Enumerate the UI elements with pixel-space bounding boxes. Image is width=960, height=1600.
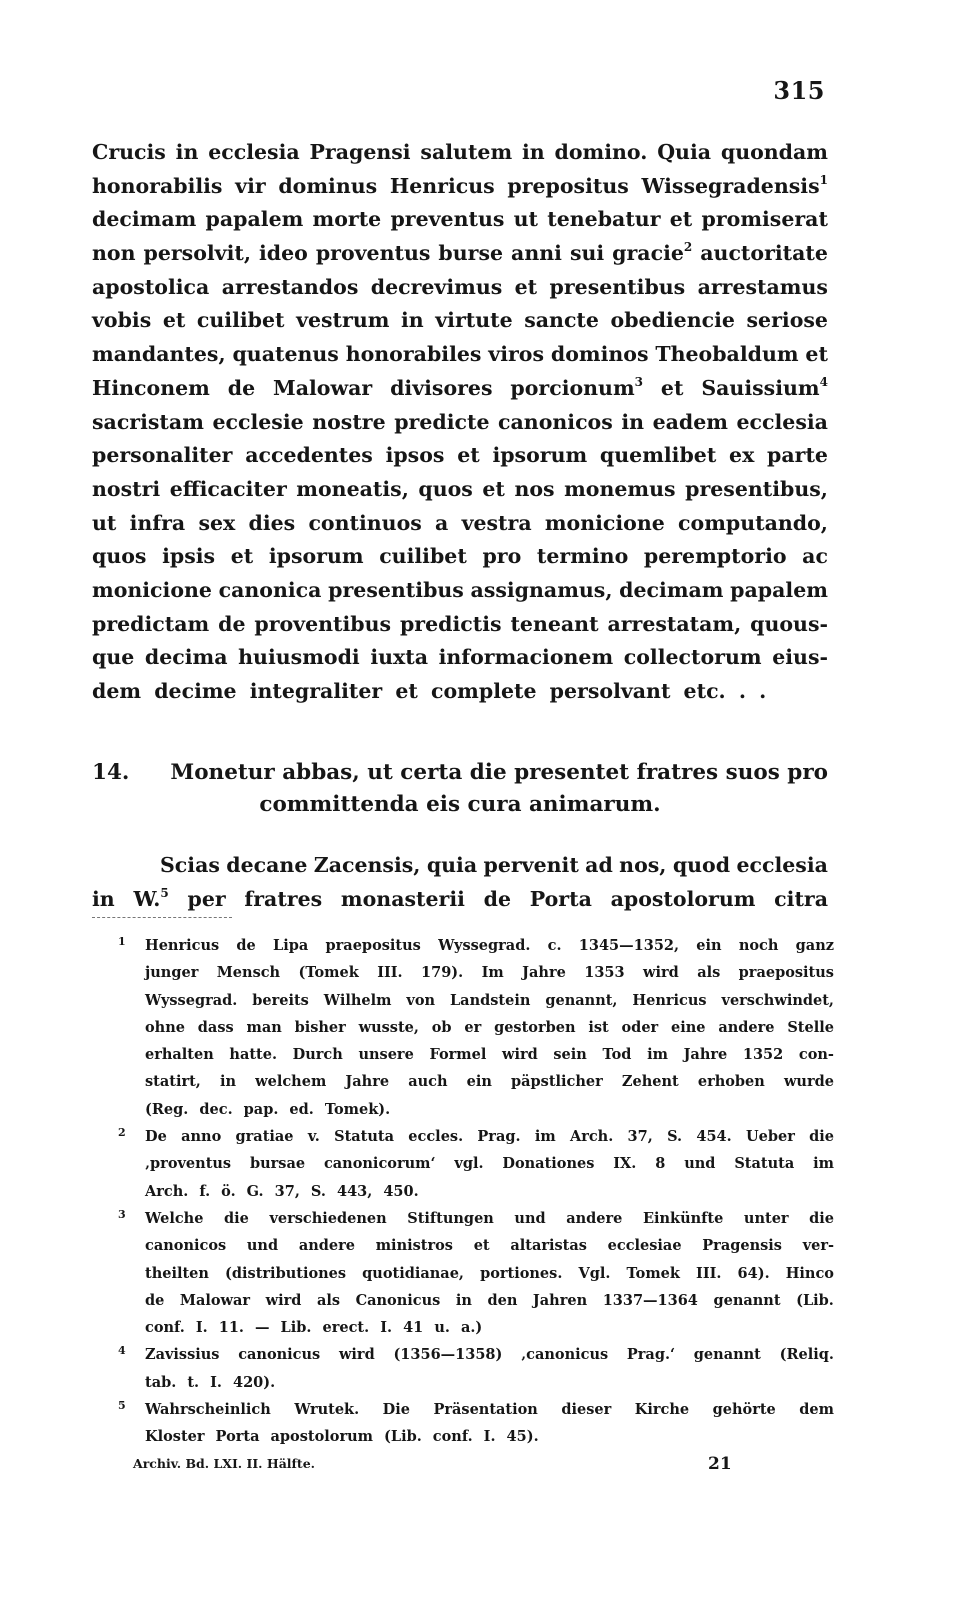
- body-line: mandantes, quatenus honorabiles viros dominos Theobaldum et: [92, 342, 828, 367]
- section-line: in W.$^5$ per fratres monasterii de Porta apostolorum citra: [92, 885, 828, 911]
- footnote-mark: 5: [118, 1399, 126, 1413]
- section-number: 14.: [92, 760, 130, 785]
- footnote-line: Kloster Porta apostolorum (Lib. conf. I. 45).: [145, 1428, 539, 1446]
- footnote-4: [118, 1341, 834, 1396]
- footnote-line: Zavissius canonicus wird (1356—1358) ‚canonicus Prag.‘ genannt (Reliq.: [145, 1346, 834, 1364]
- footnote-line: ohne dass man bisher wusste, ob er gestorben ist oder eine andere Stelle: [145, 1018, 834, 1036]
- body-line: nostri efficaciter moneatis, quos et nos monemus presentibus,: [92, 476, 828, 501]
- footnote-3: [118, 1205, 834, 1341]
- body-line: apostolica arrestandos decrevimus et presentibus arrestamus: [92, 274, 828, 299]
- body-line: predictam de proventibus predictis teneant arrestatam, quous-: [92, 611, 828, 636]
- footnote-line: tab. t. I. 420).: [145, 1373, 276, 1391]
- section-heading-text: Monetur abbas, ut certa die presentet fratres suos pro: [170, 760, 828, 785]
- footnote-line: (Reg. dec. pap. ed. Tomek).: [145, 1100, 391, 1118]
- body-line: monicione canonica presentibus assignamus, decimam papalem: [92, 577, 828, 602]
- footnote-line: Henricus de Lipa praepositus Wyssegrad. c. 1345—1352, ein noch ganz: [145, 937, 834, 954]
- body-line: decimam papalem morte preventus ut tenebatur et promiserat: [92, 207, 828, 232]
- footnote-line: conf. I. 11. — Lib. erect. I. 41 u. a.): [145, 1319, 483, 1337]
- body-text: [92, 136, 828, 709]
- section-heading-line-2: committenda eis cura animarum.: [259, 792, 661, 817]
- section-heading-line: [92, 760, 828, 792]
- body-line: honorabilis vir dominus Henricus prepositus Wissegradensis$^1$: [92, 172, 828, 198]
- body-line: quos ipsis et ipsorum cuilibet pro termino peremptorio ac: [92, 544, 828, 569]
- body-line-last: dem decime integraliter et complete persolvant etc. . .: [92, 679, 767, 703]
- body-line: personaliter accedentes ipsos et ipsorum quemlibet ex parte: [92, 443, 828, 468]
- footnote-mark: 4: [118, 1344, 126, 1358]
- footnote-1: [118, 932, 834, 1123]
- footnote-2: [118, 1123, 834, 1205]
- footnote-divider: [92, 917, 232, 918]
- section-heading: [92, 760, 828, 824]
- footnote-line: Arch. f. ö. G. 37, S. 443, 450.: [145, 1182, 419, 1200]
- body-line: vobis et cuilibet vestrum in virtute sancte obediencie seriose: [92, 308, 828, 333]
- footnote-line: erhalten hatte. Durch unsere Formel wird sein Tod im Jahre 1352 con-: [145, 1046, 834, 1064]
- footnote-line: Welche die verschiedenen Stiftungen und andere Einkünfte unter die: [145, 1209, 834, 1227]
- footnotes: [118, 932, 834, 1451]
- body-line: non persolvit, ideo proventus burse anni sui gracie$^2$ auctoritate: [92, 240, 828, 266]
- body-line: que decima huiusmodi iuxta informacionem collectorum eius-: [92, 645, 828, 670]
- footnote-mark: 2: [118, 1126, 126, 1140]
- footnote-line: De anno gratiae v. Statuta eccles. Prag. im Arch. 37, S. 454. Ueber die: [145, 1128, 834, 1146]
- body-line: Crucis in ecclesia Pragensi salutem in domino. Quia quondam: [92, 140, 828, 164]
- body-line: sacristam ecclesie nostre predicte canonicos in eadem ecclesia: [92, 409, 828, 434]
- body-line: ut infra sex dies continuos a vestra monicione computando,: [92, 510, 828, 535]
- section-line: Scias decane Zacensis, quia pervenit ad nos, quod ecclesia: [160, 853, 828, 877]
- footer-signature: Archiv. Bd. LXI. II. Hälfte.: [133, 1456, 316, 1471]
- footnote-line: canonicos und andere ministros et altaristas ecclesiae Pragensis ver-: [145, 1237, 834, 1255]
- footnote-5: [118, 1396, 834, 1451]
- footnote-line: ‚proventus bursae canonicorum‘ vgl. Donationes IX. 8 und Statuta im: [145, 1155, 834, 1173]
- footnote-line: Wyssegrad. bereits Wilhelm von Landstein genannt, Henricus verschwindet,: [145, 991, 834, 1009]
- footnote-line: Wahrscheinlich Wrutek. Die Präsentation dieser Kirche gehörte dem: [145, 1401, 834, 1419]
- footer-sheet-number: 21: [708, 1454, 732, 1474]
- footnote-mark: 1: [118, 935, 126, 948]
- footnote-line: de Malowar wird als Canonicus in den Jahren 1337—1364 genannt (Lib.: [145, 1291, 834, 1309]
- footnote-line: statirt, in welchem Jahre auch ein päpstlicher Zehent erhoben wurde: [145, 1073, 834, 1091]
- footnote-line: theilten (distributiones quotidianae, portiones. Vgl. Tomek III. 64). Hinco: [145, 1264, 834, 1282]
- footnote-line: junger Mensch (Tomek III. 179). Im Jahre 1353 wird als praepositus: [145, 964, 834, 982]
- footnote-mark: 3: [118, 1207, 126, 1221]
- body-line: Hinconem de Malowar divisores porcionum$^3$ et Sauissium$^4$: [92, 374, 828, 400]
- section-text: [92, 848, 828, 915]
- page-number: 315: [773, 76, 825, 105]
